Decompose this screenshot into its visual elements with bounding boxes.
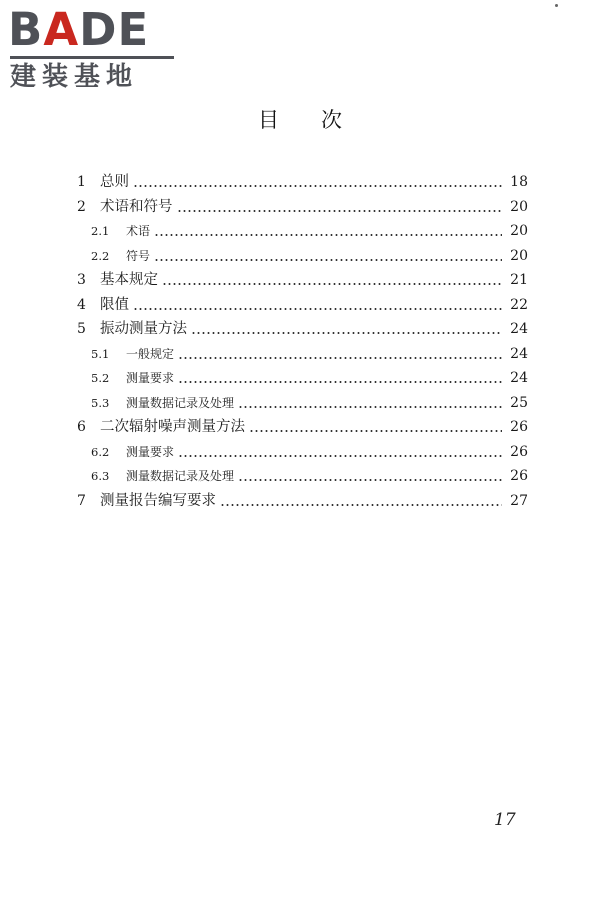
toc-entry-number: 6.2 [91,444,110,459]
toc-entry-page: 20 [510,247,528,264]
toc-dot-leader [162,283,502,285]
toc-entry-number: 2 [77,198,86,215]
toc-dot-leader [178,455,502,457]
toc-subentry[interactable] [0,244,600,268]
toc-entry-number: 5.1 [91,346,110,361]
toc-dot-leader [133,308,502,310]
watermark-letter-a: A [43,3,80,56]
toc-entry-page: 26 [510,443,528,460]
watermark-letters-de: DE [79,3,150,56]
toc-dot-leader [191,332,502,334]
toc-entry[interactable] [0,317,600,341]
toc-entry[interactable] [0,489,600,513]
toc-entry-title: 测量数据记录及处理 [126,395,235,410]
toc-entry-page: 25 [510,394,528,411]
toc-subentry[interactable] [0,342,600,366]
toc-entry-title: 符号 [126,248,151,263]
watermark-rule [10,56,174,59]
toc-entry-title: 总则 [100,174,129,190]
toc-entry-title: 术语 [126,224,151,238]
toc-entry-page: 22 [510,296,528,313]
toc-entry-number: 6 [77,419,86,435]
toc-dot-leader [249,430,502,432]
toc-entry-page: 20 [510,198,528,215]
toc-entry-page: 24 [510,370,528,386]
toc-entry[interactable] [0,170,600,194]
bade-watermark-logo [8,3,180,92]
toc-dot-leader [133,185,502,187]
toc-entry[interactable] [0,293,600,317]
toc-entry-number: 4 [77,296,86,313]
toc-entry-title: 术语和符号 [100,198,173,215]
toc-entry[interactable] [0,268,600,292]
toc-entry-page: 18 [510,174,528,190]
toc-entry-number: 6.3 [91,469,110,483]
toc-entry-page: 26 [510,419,528,435]
watermark-letter-b: B [8,3,44,56]
toc-entry-page: 24 [510,345,528,362]
toc-entry[interactable] [0,415,600,439]
toc-entry-page: 27 [510,492,528,509]
toc-entry-title: 限值 [100,296,129,313]
toc-entry-title: 振动测量方法 [100,321,187,337]
toc-entry-title: 测量数据记录及处理 [126,469,235,483]
toc-entry-number: 5 [77,321,86,337]
toc-subentry[interactable] [0,366,600,390]
toc-entry-number: 2.2 [91,248,110,263]
toc-entry-number: 3 [77,272,86,288]
toc-entry-page: 21 [510,272,528,288]
toc-subentry[interactable] [0,391,600,415]
toc-entry[interactable] [0,195,600,219]
scan-speck [555,4,558,7]
toc-dot-leader [154,259,502,261]
toc-dot-leader [154,234,502,236]
toc-subentry[interactable] [0,464,600,488]
toc-entry-page: 20 [510,223,528,239]
toc-dot-leader [238,406,502,408]
toc-entry-number: 7 [77,492,86,509]
toc-entry-number: 2.1 [91,224,110,238]
toc-entry-page: 26 [510,468,528,484]
toc-entry-title: 基本规定 [100,272,158,288]
toc-entry-title: 测量要求 [126,444,175,459]
watermark-subtitle: 建装基地 [10,62,139,92]
toc-dot-leader [220,504,502,506]
toc-subentry[interactable] [0,219,600,243]
toc-dot-leader [238,479,502,481]
toc-dot-leader [178,357,502,359]
toc-entry-title: 一般规定 [126,346,175,361]
toc-subentry[interactable] [0,440,600,464]
toc-entry-number: 5.3 [91,395,110,410]
toc-dot-leader [177,210,502,212]
watermark-brand-text [8,3,150,56]
page-number: 17 [494,810,516,830]
toc-entry-number: 5.2 [91,371,110,385]
toc-entry-title: 二次辐射噪声测量方法 [100,419,245,435]
toc-dot-leader [178,381,502,383]
toc-entry-number: 1 [77,174,86,190]
toc-title: 目 次 [258,108,342,132]
toc-entry-title: 测量报告编写要求 [100,492,216,509]
toc-entry-page: 24 [510,321,528,337]
toc-entry-title: 测量要求 [126,371,175,385]
